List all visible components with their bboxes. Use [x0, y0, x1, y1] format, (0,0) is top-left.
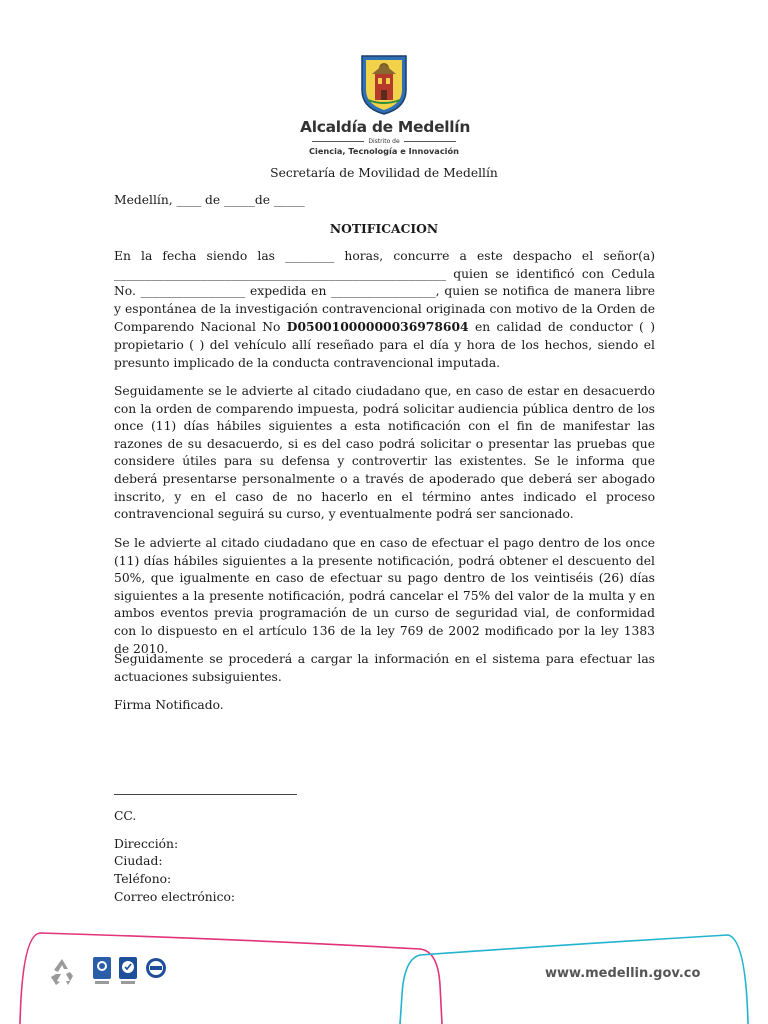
brand-divider	[312, 141, 364, 142]
certification-badge-icon	[92, 956, 112, 986]
paragraph-3: Se le advierte al citado ciudadano que en caso de efectuar el pago dentro de los once (11) días hábiles siguientes a la presente notificación, podrá obtener el descuento del 50%, que igualmente en caso de efectuar su pago dentro de los veintiséis (26) días siguientes a la presente notificación, podrá cancelar el 75% del valor de la multa y en ambos eventos previa programación de un curso de seguridad vial, de conformidad con lo dispuesto en el artículo 136 de la ley 769 de 2002 modificado por la ley 1383 de 2010.	[114, 536, 655, 656]
cc-label: CC.	[114, 809, 137, 823]
brand-tagline: Ciencia, Tecnología e Innovación	[309, 146, 459, 156]
brand-sub: Distrito de	[368, 138, 400, 145]
paragraph-4: Seguidamente se procederá a cargar la información en el sistema para efectuar las actuaciones subsiguientes.	[114, 652, 655, 684]
telefono-label: Teléfono:	[114, 872, 172, 886]
certification-badge-icon	[118, 956, 138, 986]
paragraph-1	[114, 248, 655, 372]
brand-name: Alcaldía de Medellín	[300, 118, 471, 136]
brand-sub-row	[300, 138, 468, 145]
brand-block	[300, 118, 471, 156]
coat-of-arms-icon	[358, 52, 410, 116]
document-title: NOTIFICACION	[329, 221, 439, 236]
signature-line	[114, 794, 297, 795]
brand-divider	[404, 141, 456, 142]
firma-label: Firma Notificado.	[114, 698, 224, 712]
direccion-label: Dirección:	[114, 837, 179, 851]
comparendo-code: D05001000000036978604	[286, 319, 469, 335]
footer-url[interactable]: www.medellin.gov.co	[545, 966, 701, 981]
correo-label: Correo electrónico:	[114, 890, 236, 904]
recycle-icon	[46, 956, 78, 988]
paragraph-2: Seguidamente se le advierte al citado ciudadano que, en caso de estar en desacuerdo con la orden de comparendo impuesta, podrá solicitar audiencia pública dentro de los once (11) días hábiles siguientes a esta notificación con el fin de manifestar las razones de su desacuerdo, si es del caso podrá solicitar o presentar las pruebas que considere útiles para su defensa y controvertir las existentes. Se le informa que deberá presentarse personalmente o a través de apoderado que deberá ser abogado inscrito, y en el caso de no hacerlo en el término antes indicado el proceso contravencional seguirá su curso, y eventualmente podrá ser sancionado.	[114, 384, 655, 522]
ciudad-label: Ciudad:	[114, 854, 163, 868]
certification-seal-icon	[145, 957, 167, 979]
paragraph-1-text-a: En la fecha siendo las ________ horas, concurre a este despacho el señor(a) ______________________________________________________ quien se identificó con Cedula No. _________________ expedida en _________________, quien se notifica de manera libre y espontánea de la investigación contravencional originada con motivo de la Orden de Comparendo Nacional No	[114, 249, 655, 335]
date-line: Medellín, ____ de _____de _____	[114, 193, 305, 207]
paragraph-1-text-b: en calidad de conductor ( ) propietario ( ) del vehículo allí reseñado para el día y hora de los hechos, siendo el presunto implicado de la conducta contravencional imputada.	[114, 320, 655, 370]
secretaria-heading: Secretaría de Movilidad de Medellín	[270, 166, 498, 180]
